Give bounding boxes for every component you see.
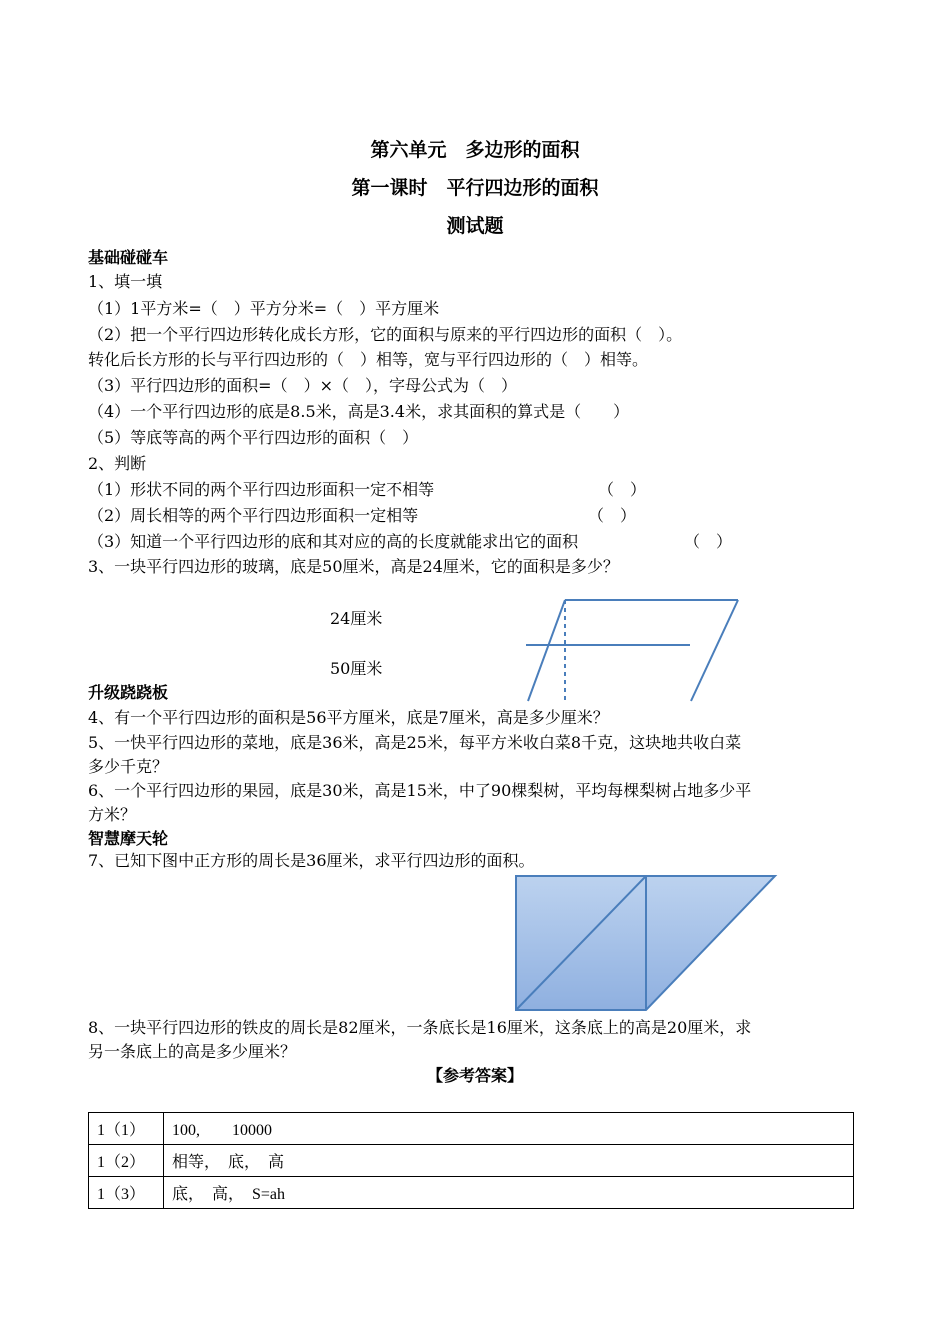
q1-1: （1）1平方米=（ ）平方分米=（ ）平方厘米 [88, 299, 440, 318]
q1-heading: 1、填一填 [88, 272, 163, 291]
answer-value-cell: 底， 高， S=ah [164, 1177, 854, 1209]
q1-3: （3）平行四边形的面积=（ ）×（ ），字母公式为（ ） [88, 376, 517, 395]
table-row [89, 1113, 854, 1145]
q2-2-answer-paren: （ ） [588, 506, 637, 525]
q4: 4、有一个平行四边形的面积是56平方厘米，底是7厘米，高是多少厘米？ [88, 708, 609, 727]
q1-2-line1: （2）把一个平行四边形转化成长方形，它的面积与原来的平行四边形的面积（ ）。 [88, 325, 683, 344]
figure1-height-label: 24厘米 [330, 609, 383, 628]
q5-line1: 5、一快平行四边形的菜地，底是36米，高是25米，每平方米收白菜8千克，这块地共收白菜 [88, 733, 742, 752]
figure1-base-label: 50厘米 [330, 659, 383, 678]
answer-value-cell: 相等， 底， 高 [164, 1145, 854, 1177]
q1-4: （4）一个平行四边形的底是8.5米，高是3.4米，求其面积的算式是（ ） [88, 402, 630, 421]
q3: 3、一块平行四边形的玻璃，底是50厘米，高是24厘米，它的面积是多少？ [88, 557, 619, 576]
q1-5: （5）等底等高的两个平行四边形的面积（ ） [88, 428, 419, 447]
answer-key-cell: 1（3） [89, 1177, 164, 1209]
q1-2-line2: 转化后长方形的长与平行四边形的（ ）相等，宽与平行四边形的（ ）相等。 [88, 350, 649, 369]
answer-key-cell: 1（1） [89, 1113, 164, 1145]
section-wisdom: 智慧摩天轮 [88, 829, 169, 848]
lesson-title: 第一课时 平行四边形的面积 [351, 177, 599, 199]
table-row [89, 1145, 854, 1177]
q8-line1: 8、一块平行四边形的铁皮的周长是82厘米，一条底长是16厘米，这条底上的高是20厘米，求 [88, 1018, 752, 1037]
answer-value-cell: 100, 10000 [164, 1113, 854, 1145]
test-title: 测试题 [446, 215, 504, 237]
answer-key-title: 【参考答案】 [426, 1066, 523, 1085]
table-row [89, 1177, 854, 1209]
q2-1-answer-paren: （ ） [598, 480, 647, 499]
q6-line2: 方米？ [88, 805, 137, 824]
section-upgrade: 升级跷跷板 [88, 683, 169, 702]
q7: 7、已知下图中正方形的周长是36厘米，求平行四边形的面积。 [88, 851, 535, 870]
section-basic: 基础碰碰车 [88, 248, 169, 267]
q2-3-answer-paren: （ ） [684, 532, 733, 551]
q2-3: （3）知道一个平行四边形的底和其对应的高的长度就能求出它的面积 [88, 532, 579, 551]
q5-line2: 多少千克？ [88, 757, 169, 776]
answer-key-cell: 1（2） [89, 1145, 164, 1177]
answer-table [88, 1112, 854, 1209]
q2-heading: 2、判断 [88, 454, 147, 473]
q6-line1: 6、一个平行四边形的果园，底是30米，高是15米，中了90棵梨树，平均每棵梨树占地多少平 [88, 781, 752, 800]
q2-1: （1）形状不同的两个平行四边形面积一定不相等 [88, 480, 435, 499]
q8-line2: 另一条底上的高是多少厘米？ [88, 1042, 297, 1061]
q2-2: （2）周长相等的两个平行四边形面积一定相等 [88, 506, 419, 525]
unit-title: 第六单元 多边形的面积 [370, 139, 580, 161]
